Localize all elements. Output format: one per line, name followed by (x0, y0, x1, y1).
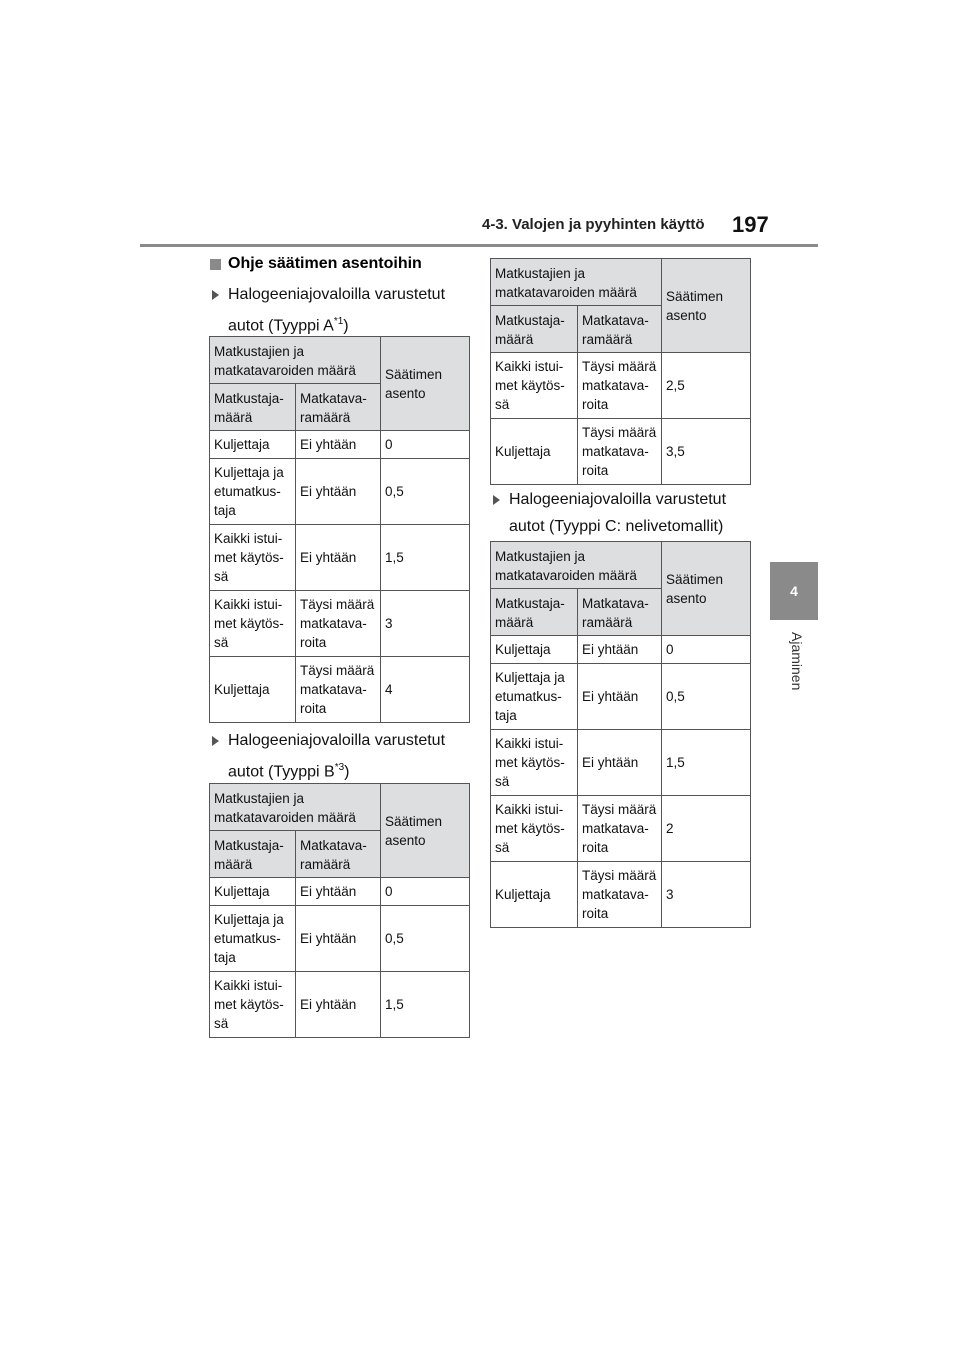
table-cell: Kuljettaja ja etumatkus-taja (491, 664, 578, 730)
page-number: 197 (732, 212, 769, 237)
section-title: 4-3. Valojen ja pyyhinten käyttö (482, 216, 705, 233)
bullet-type-b (228, 727, 445, 785)
chapter-label: Ajaminen (789, 632, 805, 691)
table-cell: Kaikki istui-met käytös-sä (491, 796, 578, 862)
bullet-type-b-line2: autot (Tyyppi $B^{*3}$) (228, 762, 350, 781)
table-cell: 0,5 (381, 459, 470, 525)
table-cell: Täysi määrä matkatava-roita (578, 419, 662, 485)
header-group: Matkustajien ja matkatavaroiden määrä (491, 259, 662, 306)
header-position: Säätimen asento (662, 259, 751, 353)
header-group: Matkustajien ja matkatavaroiden määrä (491, 542, 662, 589)
header-occupants: Matkustaja-määrä (210, 831, 296, 878)
table-cell: Ei yhtään (296, 878, 381, 906)
table-cell: 2,5 (662, 353, 751, 419)
table-cell: Kuljettaja (491, 419, 578, 485)
chapter-tab: 4 (770, 562, 818, 620)
table-cell: Kuljettaja (210, 431, 296, 459)
table-cell: Kuljettaja (491, 636, 578, 664)
header-position: Säätimen asento (381, 337, 470, 431)
header-divider (140, 244, 818, 247)
triangle-bullet-icon (212, 290, 219, 300)
table-cell: 3,5 (662, 419, 751, 485)
table-cell: Kaikki istui-met käytös-sä (491, 353, 578, 419)
table-cell: Täysi määrä matkatava-roita (578, 796, 662, 862)
bullet-type-c-line2: autot (Tyyppi C: nelivetomallit) (509, 518, 724, 535)
bullet-type-c-line1: Halogeeniajovaloilla varustetut (509, 491, 727, 508)
header-occupants: Matkustaja-määrä (491, 306, 578, 353)
table-cell: 0,5 (662, 664, 751, 730)
table-cell: Täysi määrä matkatava-roita (578, 353, 662, 419)
table-cell: Kuljettaja (210, 878, 296, 906)
table-cell: Ei yhtään (296, 525, 381, 591)
table-cell: 0 (381, 431, 470, 459)
table-cell: Ei yhtään (296, 431, 381, 459)
table-cell: Täysi määrä matkatava-roita (296, 657, 381, 723)
table-cell: Ei yhtään (296, 906, 381, 972)
header-group: Matkustajien ja matkatavaroiden määrä (210, 337, 381, 384)
table-type-a (209, 336, 470, 723)
table-cell: Kaikki istui-met käytös-sä (210, 591, 296, 657)
table-cell: 0,5 (381, 906, 470, 972)
table-cell: 1,5 (381, 972, 470, 1038)
table-type-b (209, 783, 470, 1038)
table-cell: Kaikki istui-met käytös-sä (210, 972, 296, 1038)
section-heading-text: Ohje säätimen asentoihin (228, 255, 422, 272)
table-cell: Ei yhtään (578, 636, 662, 664)
table-cell: 0 (662, 636, 751, 664)
header-luggage: Matkatava-ramäärä (296, 384, 381, 431)
bullet-type-a (228, 281, 445, 339)
header-occupants: Matkustaja-määrä (210, 384, 296, 431)
header-luggage: Matkatava-ramäärä (296, 831, 381, 878)
table-cell: Kaikki istui-met käytös-sä (210, 525, 296, 591)
table-type-b-continued (490, 258, 751, 485)
table-cell: 1,5 (662, 730, 751, 796)
header-occupants: Matkustaja-määrä (491, 589, 578, 636)
table-cell: Ei yhtään (578, 664, 662, 730)
bullet-type-a-line1: Halogeeniajovaloilla varustetut (228, 286, 446, 303)
triangle-bullet-icon (493, 495, 500, 505)
table-cell: Kuljettaja (491, 862, 578, 928)
table-cell: Kuljettaja ja etumatkus-taja (210, 906, 296, 972)
bullet-type-b-line1: Halogeeniajovaloilla varustetut (228, 732, 446, 749)
bullet-type-c (509, 486, 726, 540)
header-luggage: Matkatava-ramäärä (578, 589, 662, 636)
table-cell: Täysi määrä matkatava-roita (578, 862, 662, 928)
table-cell: Kaikki istui-met käytös-sä (491, 730, 578, 796)
table-cell: Ei yhtään (296, 972, 381, 1038)
table-cell: 2 (662, 796, 751, 862)
table-type-c (490, 541, 751, 928)
table-cell: 3 (381, 591, 470, 657)
table-cell: Täysi määrä matkatava-roita (296, 591, 381, 657)
square-bullet-icon (210, 259, 221, 270)
header-luggage: Matkatava-ramäärä (578, 306, 662, 353)
table-cell: Ei yhtään (578, 730, 662, 796)
bullet-type-a-line2: autot (Tyyppi $A^{*1}$) (228, 316, 349, 335)
header-position: Säätimen asento (381, 784, 470, 878)
table-cell: 0 (381, 878, 470, 906)
header-position: Säätimen asento (662, 542, 751, 636)
table-cell: Kuljettaja ja etumatkus-taja (210, 459, 296, 525)
table-cell: Ei yhtään (296, 459, 381, 525)
section-heading (210, 255, 422, 273)
table-cell: 3 (662, 862, 751, 928)
header-group: Matkustajien ja matkatavaroiden määrä (210, 784, 381, 831)
table-cell: 4 (381, 657, 470, 723)
table-cell: 1,5 (381, 525, 470, 591)
table-cell: Kuljettaja (210, 657, 296, 723)
triangle-bullet-icon (212, 736, 219, 746)
